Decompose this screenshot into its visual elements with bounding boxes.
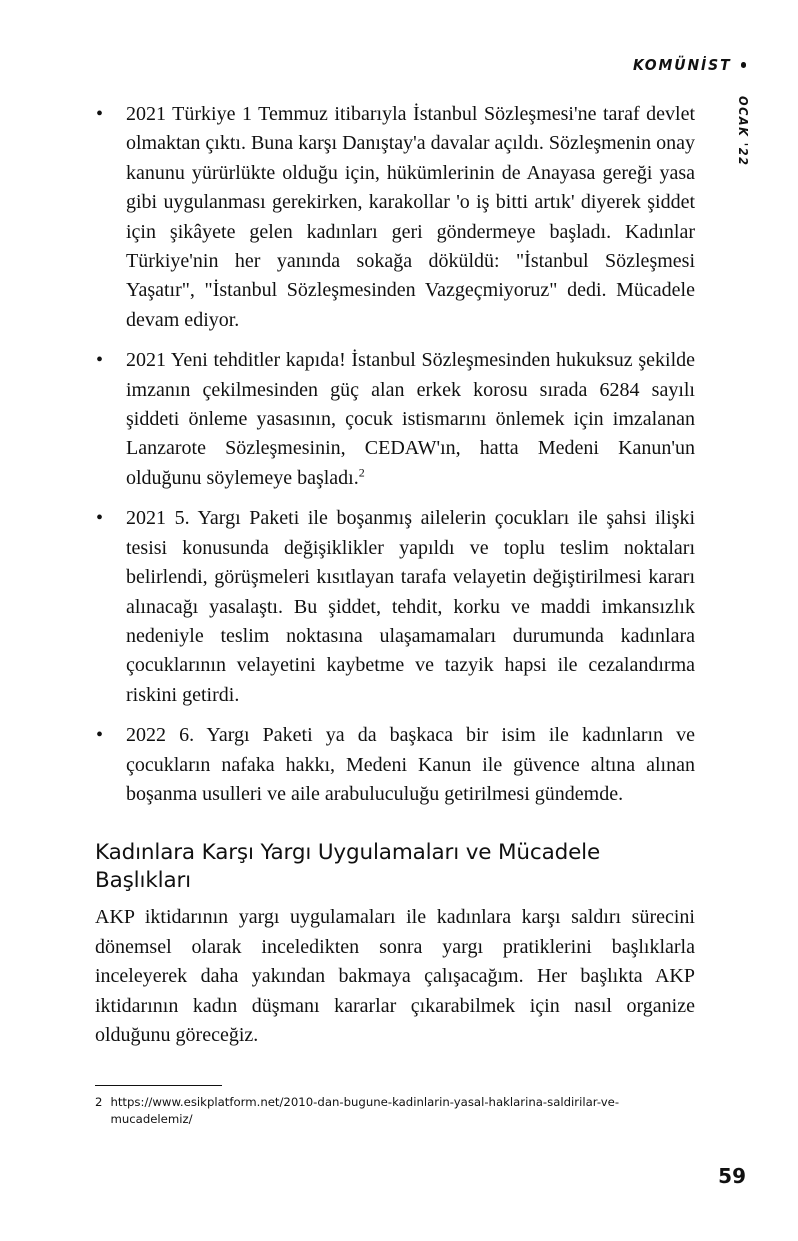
list-item-text: 2021 Türkiye 1 Temmuz itibarıyla İstanbul Sözleşmesi'ne taraf devlet olmaktan çıktı. Buna karşı Danıştay'a davalar açıldı. Sözleşmenin onay kanunu yürürlükte olduğu için, hükümlerinin de Anayasa gereği yasa gibi uygulanması gerekirken, karakollar 'o iş bitti artık' diyerek şiddet için şikâyete gelen kadınları geri göndermeye başladı. Kadınlar Türkiye'nin her yanında sokağa döküldü: "İstanbul Sözleşmesi Yaşatır", "İstanbul Sözleşmesinden Vazgeçmiyoruz" dedi. Mücadele devam ediyor. bbox=[126, 103, 695, 331]
footnote-area bbox=[95, 1085, 700, 1127]
bullet-marker-icon: • bbox=[96, 507, 104, 530]
bullet-marker-icon: • bbox=[96, 349, 104, 372]
bullet-marker-icon: • bbox=[96, 724, 104, 747]
running-head bbox=[622, 56, 746, 74]
list-item bbox=[95, 100, 695, 335]
bullet-marker-icon: • bbox=[96, 103, 104, 125]
page-content bbox=[95, 100, 695, 1050]
footnote-marker: 2 bbox=[95, 1095, 103, 1109]
section-paragraph: AKP iktidarının yargı uygulamaları ile kadınlara karşı saldırı sürecini dönemsel olarak inceledikten sonra yargı pratiklerini başlıklarla inceleyerek daha yakından bakmaya çalışacağım. Her başlıkta AKP iktidarının kadın düşmanı kararlar çıkarabilmek için nasıl organize olduğunu göreceğiz. bbox=[95, 906, 695, 1046]
section-heading: Kadınlara Karşı Yargı Uygulamaları ve Mücadele Başlıkları bbox=[95, 840, 601, 894]
footnote-separator-rule bbox=[95, 1085, 222, 1086]
list-item-text: 2021 5. Yargı Paketi ile boşanmış ailelerin çocukları ile şahsi ilişki tesisi konusunda değişiklikler yapıldı ve toplu teslim noktaları belirlendi, görüşmeleri kısıtlayan tarafa velayetin değiştirilmesi kararı alınacağı yasalaştı. Bu şiddet, tehdit, korku ve maddi imkansızlık nedeniyle teslim noktasına ulaşamamaları durumunda kadınlara çocuklarının velayetini kaybetme ve tazyik hapsi ile cezalandırma riskini getirdi. bbox=[126, 507, 695, 706]
page-number: 59 bbox=[718, 1164, 746, 1188]
footnote-entry bbox=[95, 1094, 700, 1127]
list-item bbox=[95, 346, 695, 493]
bullet-list bbox=[95, 100, 695, 809]
issue-date-label: OCAK '22 bbox=[736, 96, 750, 167]
list-item-text: 2022 6. Yargı Paketi ya da başkaca bir isim ile kadınların ve çocukların nafaka hakkı, Medeni Kanun ile güvence altına alınan boşanma usulleri ve aile arabuluculuğu getirilmesi gündemde. bbox=[126, 724, 695, 805]
list-item bbox=[95, 504, 695, 710]
footnote-reference[interactable]: 2 bbox=[358, 465, 365, 480]
bullet-dot-icon bbox=[741, 62, 747, 68]
masthead-title: KOMÜNİST bbox=[632, 56, 732, 74]
list-item bbox=[95, 721, 695, 809]
footnote-url[interactable]: https://www.esikplatform.net/2010-dan-bugune-kadinlarin-yasal-haklarina-saldirilar-ve-mucadelemiz/ bbox=[110, 1095, 620, 1126]
list-item-text bbox=[126, 346, 695, 493]
list-item-body: 2021 Yeni tehditler kapıda! İstanbul Sözleşmesinden hukuksuz şekilde imzanın çekilmesinden güç alan erkek korosu sırada 6284 sayılı şiddeti önleme yasasının, çocuk istismarını önlemek için imzalanan Lanzarote Sözleşmesinin, CEDAW'ın, hatta Medeni Kanun'un olduğunu söylemeye başladı. bbox=[126, 349, 695, 489]
